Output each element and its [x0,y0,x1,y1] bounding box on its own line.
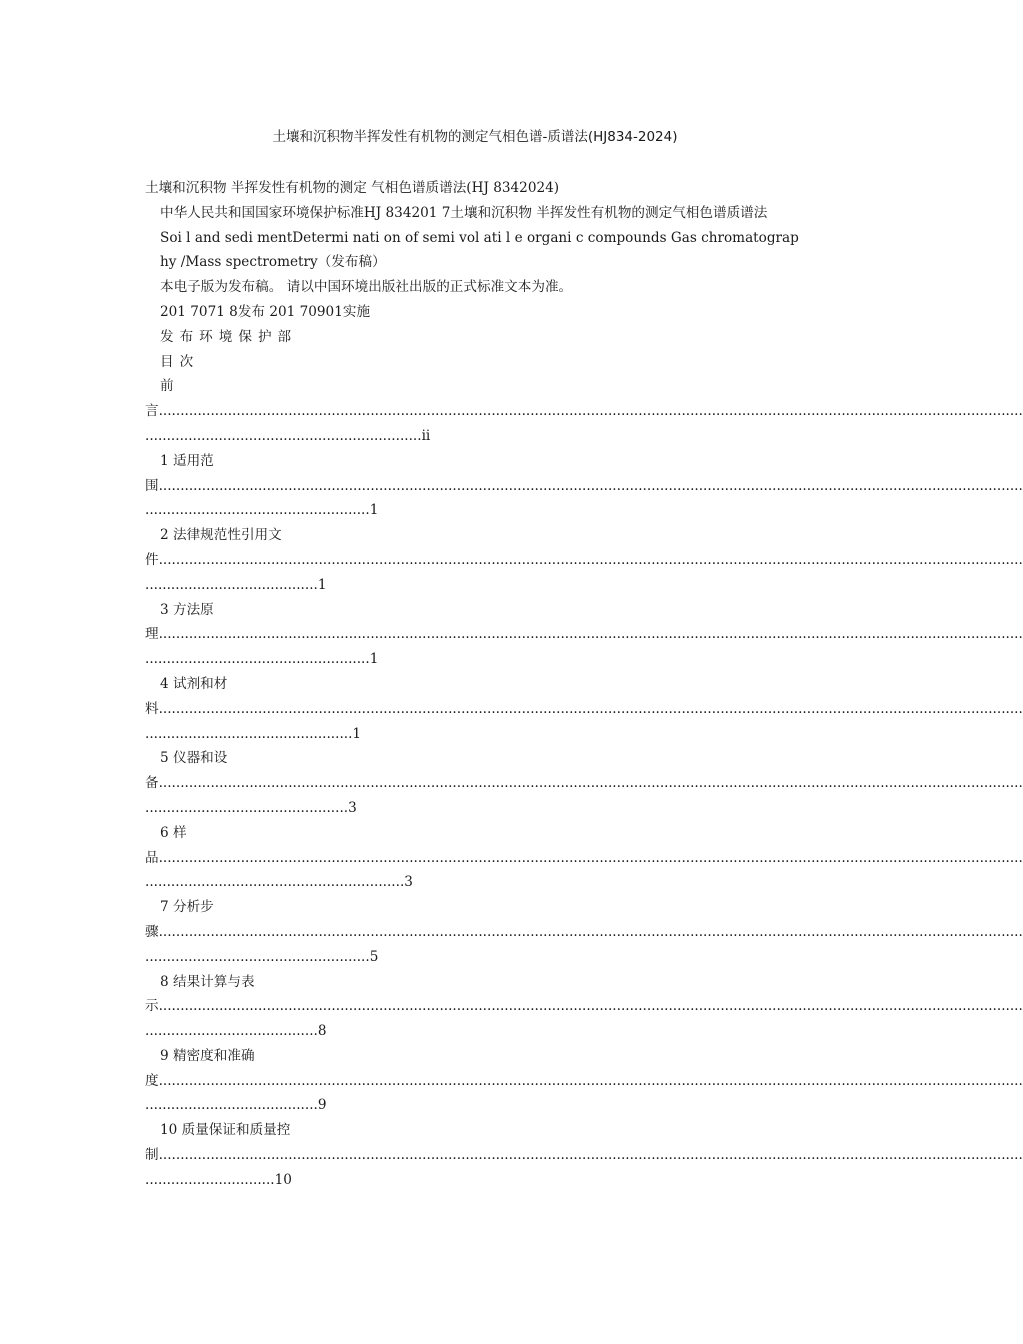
toc-entry-page-line: ........................................8 [145,1023,327,1040]
toc-entry-lead-char: 件 [145,551,159,568]
toc-entry-leader: 料........................................................................................................................................................................................................ [145,700,1023,717]
toc-entry-lead-char: 品 [145,849,159,866]
toc-entry-page-number: 1 [369,502,379,519]
toc-heading: 目次 [160,353,200,370]
toc-entry[interactable] [145,523,1023,597]
toc-entry-page-line: ....................................................1 [145,651,379,668]
toc-entry-page-line: ........................................9 [145,1097,327,1114]
toc-entry-lead-char: 料 [145,700,159,717]
toc-entry-leader: 理........................................................................................................................................................................................................ [145,626,1023,643]
toc-entry-heading: 2 法律规范性引用文 [160,527,282,544]
dates-line: 201 7071 8发布 201 70901实施 [160,303,371,320]
title-line: 土壤和沉积物 半挥发性有机物的测定 气相色谱质谱法(HJ 8342024) [145,180,560,196]
issuer-line: 发布环境保护部 [160,328,298,345]
toc-entry-page-line: ....................................................5 [145,948,379,965]
toc-entry-leader: 品........................................................................................................................................................................................................ [145,849,1023,866]
document-body [145,176,1023,1193]
document-title: 土壤和沉积物半挥发性有机物的测定气相色谱-质谱法(HJ834-2024) [272,129,678,145]
toc-entry[interactable] [145,374,1023,448]
toc-entry-page-line: ..............................10 [145,1171,292,1188]
toc-entry-heading: 10 质量保证和质量控 [160,1122,291,1139]
toc-entry-lead-char: 度 [145,1072,159,1089]
toc-entry-heading: 1 适用范 [160,452,214,469]
toc-entry-heading: 8 结果计算与表 [160,973,255,990]
toc-entry-page-number: 3 [404,874,413,891]
toc-entry-page-number: 3 [348,799,357,816]
toc-entry-heading: 3 方法原 [160,601,214,618]
toc-entry-page-number: 9 [317,1097,327,1114]
standard-line: 中华人民共和国国家环境保护标准HJ 834201 7土壤和沉积物 半挥发性有机物的测定气相色谱质谱法 [160,204,768,221]
toc-entry-heading: 5 仪器和设 [160,750,228,767]
toc-entry-lead-char: 理 [145,626,159,643]
toc-list [145,374,1023,1192]
toc-entry-page-number: 1 [352,725,362,742]
edition-note: 本电子版为发布稿。 请以中国环境出版社出版的正式标准文本为准。 [160,279,573,296]
toc-entry[interactable] [145,1118,1023,1192]
toc-entry[interactable] [145,746,1023,820]
toc-entry-leader: 备........................................................................................................................................................................................................ [145,775,1023,792]
toc-entry-page-line: ....................................................1 [145,502,379,519]
toc-entry-page-line: ................................................1 [145,725,362,742]
toc-entry[interactable] [145,1044,1023,1118]
toc-entry-page-line: ...............................................3 [145,799,357,816]
toc-entry-heading: 4 试剂和材 [160,675,228,692]
toc-entry-page-line: ........................................1 [145,576,327,593]
toc-entry-lead-char: 制 [145,1147,159,1164]
toc-entry-leader: 件........................................................................................................................................................................................................ [145,551,1023,568]
toc-entry-leader: 度........................................................................................................................................................................................................ [145,1072,1023,1089]
toc-entry-page-number: 8 [317,1023,327,1040]
toc-entry[interactable] [145,598,1023,672]
toc-entry-page-number: 1 [369,651,379,668]
toc-entry-page-number: ii [421,427,431,444]
toc-entry[interactable] [145,449,1023,523]
toc-entry-leader: 示........................................................................................................................................................................................................ [145,998,1023,1015]
toc-entry-heading: 6 样 [160,824,187,841]
toc-entry-lead-char: 骤 [145,923,159,940]
toc-entry-page-number: 10 [274,1171,292,1188]
toc-entry-lead-char: 备 [145,775,159,792]
toc-entry-leader: 制........................................................................................................................................................................................................ [145,1147,1023,1164]
toc-entry-page-line: ............................................................3 [145,874,413,891]
toc-entry-heading: 9 精密度和准确 [160,1047,255,1064]
toc-entry-lead-char: 言 [145,403,159,420]
table-of-contents [145,374,1023,1192]
toc-entry-lead-char: 示 [145,998,159,1015]
toc-entry-leader: 骤........................................................................................................................................................................................................ [145,923,1023,940]
toc-entry[interactable] [145,970,1023,1044]
toc-entry-lead-char: 围 [145,477,159,494]
toc-entry-leader: 言........................................................................................................................................................................................................ [145,403,1023,420]
toc-entry-page-line: ................................................................ii [145,427,431,444]
toc-entry-page-number: 5 [369,948,379,965]
toc-entry-heading: 7 分析步 [160,899,214,916]
toc-entry[interactable] [145,895,1023,969]
english-title: Soi l and sedi mentDetermi nati on of semi vol ati l e organi c compounds Gas chromatography /Mass spectrometry（发布稿） [160,229,799,271]
toc-entry-heading: 前 [160,378,174,395]
toc-entry[interactable] [145,672,1023,746]
toc-entry[interactable] [145,821,1023,895]
toc-entry-page-number: 1 [317,576,327,593]
toc-entry-leader: 围........................................................................................................................................................................................................ [145,477,1023,494]
